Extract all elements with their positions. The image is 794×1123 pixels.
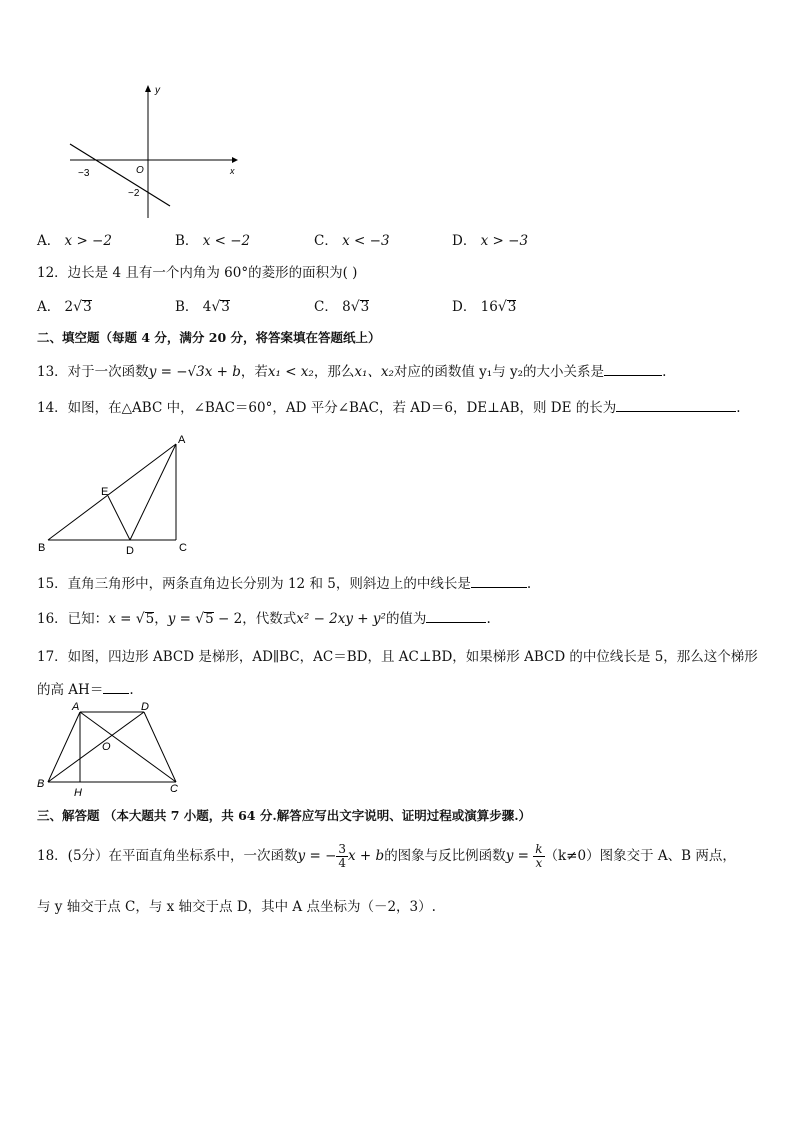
q17-line2: 的高 AH＝ . (37, 682, 134, 698)
label-a: A (72, 701, 80, 713)
side-dc (144, 712, 176, 782)
section2-title: 二、填空题（每题 4 分，满分 20 分，将答案填在答题纸上） (37, 330, 381, 345)
side-ab (48, 712, 80, 782)
label-d: D (126, 545, 134, 557)
q11-option-d: D． x > −3 (452, 233, 529, 249)
diagonal-ac (80, 712, 176, 782)
label-c: C (179, 542, 187, 554)
q11-option-a: A． x > −2 (37, 233, 112, 249)
segment-de (108, 496, 130, 540)
q17-figure (34, 698, 194, 798)
q17-answer-blank[interactable] (103, 681, 129, 694)
q11-option-b: B． x < −2 (175, 233, 251, 249)
label-a: A (178, 434, 186, 446)
x-intercept-label: −3 (78, 168, 90, 179)
label-b: B (37, 778, 45, 790)
y-axis-arrow (145, 85, 151, 92)
q18-line1: 18．(5分）在平面直角坐标系中，一次函数y = − $\frac{3}{4}$ x + b的图象与反比例函数y = $\frac{k}{x}$ （k≠0）图象交于 A、B 两点， (37, 842, 736, 870)
q18-line2: 与 y 轴交于点 C，与 x 轴交于点 D，其中 A 点坐标为（－2，3）. (37, 899, 436, 915)
q11-graph (60, 80, 250, 225)
q12-text: 12．边长是 4 且有一个内角为 60°的菱形的面积为( ) (37, 265, 358, 281)
x-axis-arrow (232, 157, 238, 163)
q14-answer-blank[interactable] (616, 399, 736, 412)
q13-text: 13．对于一次函数y = −√3x + b，若x₁ < x₂，那么x₁、x₂对应的函数值 y₁与 y₂的大小关系是 . (37, 364, 667, 380)
label-h: H (74, 787, 82, 798)
q13-answer-blank[interactable] (604, 363, 662, 376)
label-b: B (38, 542, 46, 554)
q12-option-d: D． 16√3 (452, 299, 517, 315)
label-o: O (102, 741, 111, 753)
label-d: D (141, 701, 149, 713)
origin-label: O (136, 165, 144, 176)
diagonal-bd (48, 712, 144, 782)
q12-option-c: C． 8√3 (314, 299, 370, 315)
q16-answer-blank[interactable] (426, 610, 486, 623)
q15-text: 15．直角三角形中，两条直角边长分别为 12 和 5，则斜边上的中线长是 . (37, 576, 532, 592)
q12-option-b: B． 4√3 (175, 299, 230, 315)
side-ab (48, 444, 176, 540)
q16-text: 16．已知：x = √5，y = √5 − 2，代数式x² − 2xy + y²的值为 . (37, 611, 491, 627)
y-axis-label: y (155, 85, 160, 96)
q18-inverse-fraction: $\frac{k}{x}$ (535, 842, 543, 870)
q14-figure (36, 430, 196, 560)
q18-fraction: $\frac{3}{4}$ (338, 842, 347, 870)
section3-title: 三、解答题 （本大题共 7 小题，共 64 分.解答应写出文字说明、证明过程或演算步骤.） (37, 808, 532, 823)
x-axis-label: x (230, 166, 235, 176)
q15-answer-blank[interactable] (471, 575, 527, 588)
y-intercept-label: −2 (128, 188, 140, 199)
label-c: C (170, 783, 178, 795)
segment-ad (130, 444, 176, 540)
q11-option-c: C． x < −3 (314, 233, 390, 249)
q14-text: 14．如图，在△ABC 中，∠BAC＝60°，AD 平分∠BAC，若 AD＝6，DE⊥AB，则 DE 的长为 . (37, 400, 741, 416)
q12-option-a: A． 2√3 (37, 299, 92, 315)
q17-line1: 17．如图，四边形 ABCD 是梯形，AD∥BC，AC＝BD，且 AC⊥BD，如果梯形 ABCD 的中位线长是 5，那么这个梯形 (37, 649, 758, 665)
label-e: E (101, 486, 109, 498)
